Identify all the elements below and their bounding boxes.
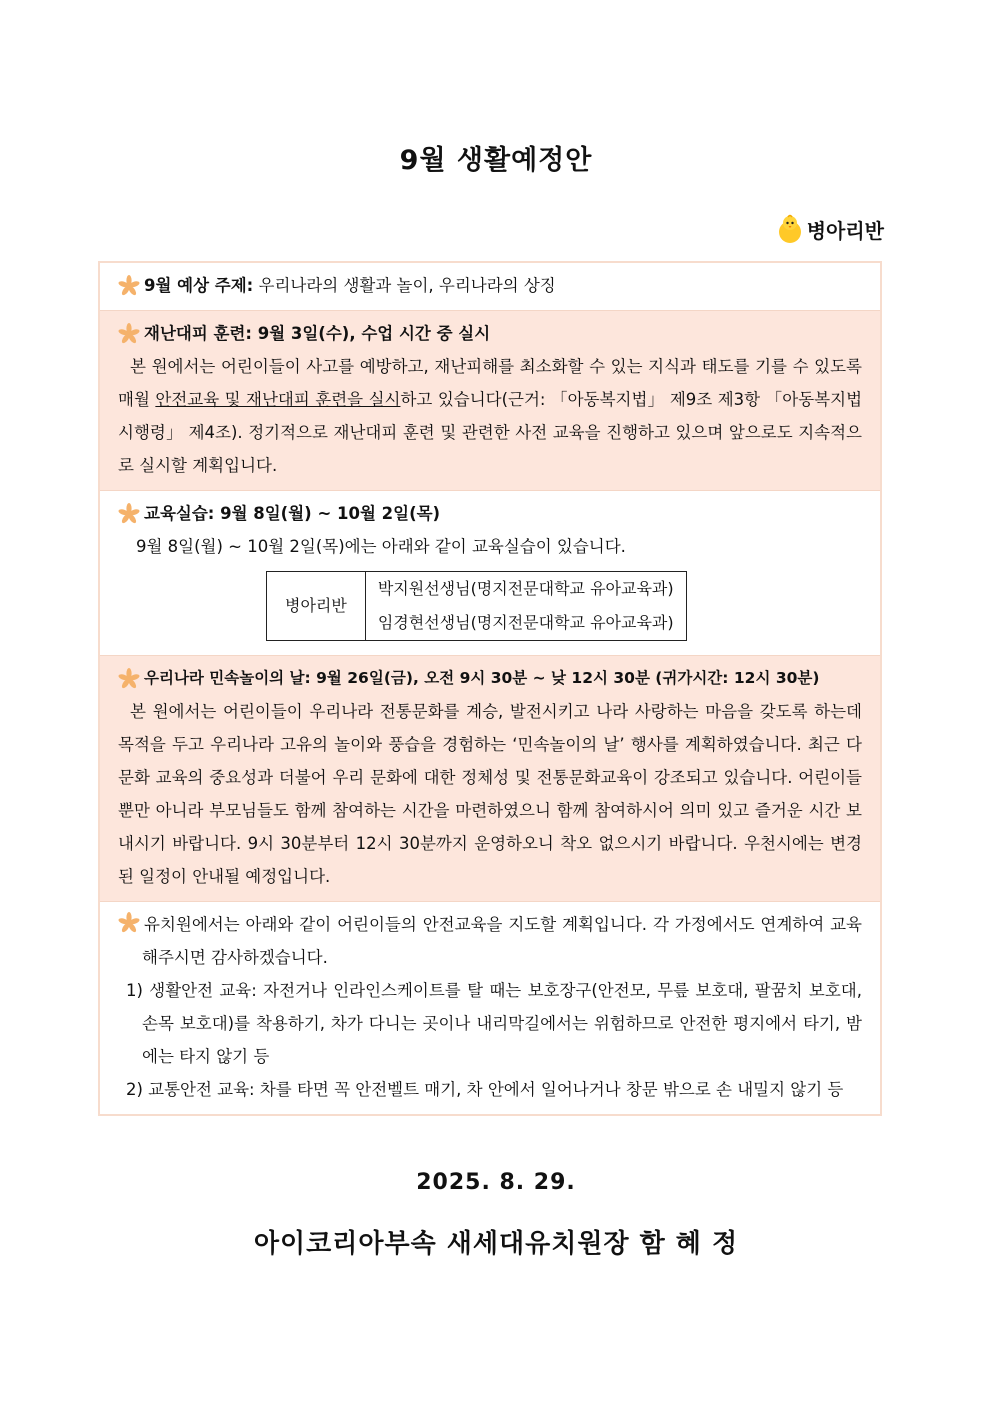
practice-table-class: 병아리반 [267,572,366,641]
drill-heading: 재난대피 훈련: 9월 3일(수), 수업 시간 중 실시 [144,324,491,343]
star-icon [118,668,140,690]
drill-body-underline: 안전교육 및 재난대피 훈련을 실시 [155,390,401,409]
star-icon [118,503,140,525]
theme-text: 우리나라의 생활과 놀이, 우리나라의 상징 [258,276,556,295]
practice-section [100,490,880,655]
star-icon [118,323,140,345]
folk-day-section [100,655,880,901]
content-box [98,261,882,1116]
safety-intro-row [118,908,862,974]
drill-body-text-end: 하고 있습니다(근거: 「아동복지법」 제9조 제3항 「아동복지법 시행령」 제4조). 정기적으로 재난대피 훈련 및 관련한 사전 교육을 진행하고 있으며 앞으로도 지속적으로 실시할 계획입니다. [118,390,863,475]
star-icon [118,912,140,934]
folk-day-body: 본 원에서는 어린이들이 우리나라 전통문화를 계승, 발전시키고 나라 사랑하는 마음을 갖도록 하는데 목적을 두고 우리나라 고유의 놀이와 풍습을 경험하는 ‘민속놀이의 날’ 행사를 계획하였습니다. 최근 다문화 교육의 중요성과 더불어 우리 문화에 대한 정체성 및 전통문화교육이 강조되고 있습니다. 어린이들뿐만 아니라 부모님들도 함께 참여하는 시간을 마련하였으니 함께 참여하시어 의미 있고 즐거운 시간 보내시기 바랍니다. 9시 30분부터 12시 30분까지 운영하오니 착오 없으시기 바랍니다. 우천시에는 변경된 일정이 안내될 예정입니다. [118,702,862,886]
class-name: 병아리반 [806,218,884,243]
drill-section [100,310,880,490]
star-icon [118,275,140,297]
practice-body: 9월 8일(월) ~ 10월 2일(목)에는 아래와 같이 교육실습이 있습니다. [136,537,626,556]
safety-item: 1) 생활안전 교육: 자전거나 인라인스케이트를 탈 때는 보호장구(안전모, 무릎 보호대, 팔꿈치 보호대, 손목 보호대)를 착용하기, 차가 다니는 곳이나 내리막길에서는 위험하므로 안전한 평지에서 타기, 밤에는 타지 않기 등 [126,981,862,1066]
practice-table [266,571,687,641]
signature: 아이코리아부속 새세대유치원장 함 혜 정 [253,1229,739,1259]
folk-day-heading: 우리나라 민속놀이의 날: 9월 26일(금), 오전 9시 30분 ~ 낮 12시 30분 (귀가시간: 12시 30분) [144,669,820,687]
safety-intro: 유치원에서는 아래와 같이 어린이들의 안전교육을 지도할 계획입니다. 각 가정에서도 연계하여 교육해주시면 감사하겠습니다. [142,915,862,967]
safety-section [100,901,880,1114]
theme-label: 9월 예상 주제: [144,276,254,295]
drill-body [118,350,862,482]
chick-icon [777,214,803,244]
safety-item: 2) 교통안전 교육: 차를 타면 꼭 안전벨트 매기, 차 안에서 일어나거나 창문 밖으로 손 내밀지 않기 등 [126,1080,844,1099]
practice-table-teacher: 박지원선생님(명지전문대학교 유아교육과) [365,572,686,607]
page-title: 9월 생활예정안 [399,145,593,176]
document-date: 2025. 8. 29. [416,1170,576,1195]
class-tag [777,214,884,244]
drill-body-text: 본 원에서는 어린이들이 사고를 예방하고, 재난피해를 최소화할 수 있는 지식과 태도를 기를 수 있도록 매월 [118,357,862,409]
practice-table-teacher: 임경현선생님(명지전문대학교 유아교육과) [365,606,686,641]
theme-section [100,263,880,310]
practice-heading: 교육실습: 9월 8일(월) ~ 10월 2일(목) [144,504,441,523]
